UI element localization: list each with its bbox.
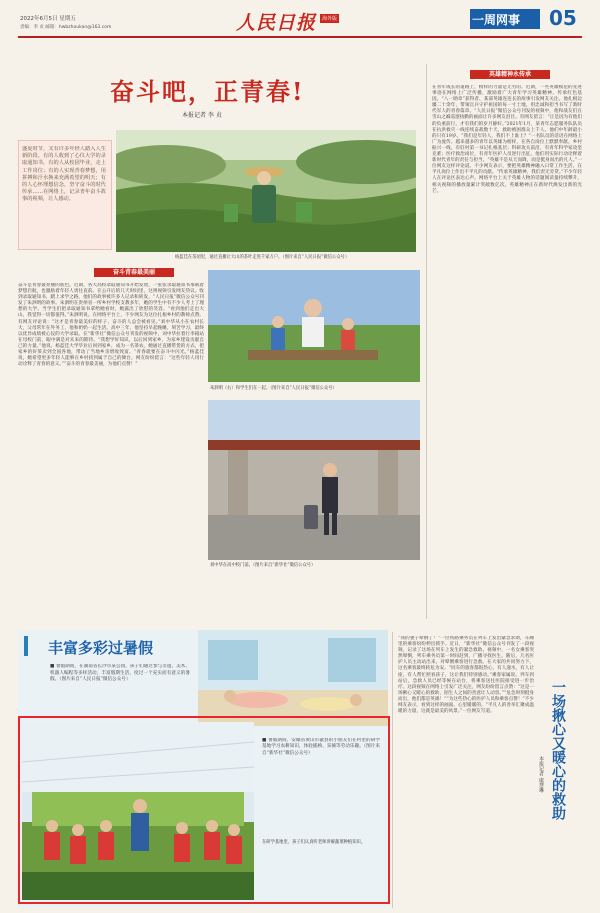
summer-title: 丰富多彩过暑假 bbox=[48, 639, 154, 657]
bottom-story-byline: 本报记者 康慧琳 bbox=[538, 756, 544, 793]
logo-sub-badge: 海外版 bbox=[322, 16, 338, 22]
highlight-frame bbox=[18, 716, 390, 904]
right-column-label: 英雄精神永传承 bbox=[470, 70, 550, 79]
summer-photo-caption: 在研学基地里，孩子们认真听老师讲解蔬菜种植知识。 bbox=[262, 840, 366, 845]
main-story-body: 奋斗是青春最亮丽的底色。近期，各大高校录取通知书开始发放，一张张录取通知书承载着梦想启航，也激励着年轻人勇往直前。在公开后的几天时间里，这则视频引发网友热议。收到录取通知书，踏上求学之路，他们的故事被许多人记录和转发。“人民日报”微信公众号刊发了朱泗明的故事。朱泗明在贵州省一所乡村学校支教多年，她的学生中有不少人考上了理想的大学。当学生们把录取通知书拿给她看时，她露出了欣慰的笑容。“看到他们走出大山，我觉得一切都值得。”朱泗明说。在网络平台上，不少网友为这位扎根乡村的教师点赞。有网友评论说：“这才是青春最美好的样子，奋斗的人总会被看见。”刘中华从小在农村长大，父母常年在外务工，他和奶奶一起生活。高中三年，他坚持早起晚睡，刻苦学习，最终以优异成绩被心仪的大学录取。在“新华社”微信公众号刊发的视频中，刘中华拉着行李箱站在母校门前，眼中满是对未来的期待。“我想学好知识，以后回到家乡，为家乡建设贡献自己的力量。”他说。杨蓝佳大学毕业后回到家乡，成为一名茶农，她通过直播带货的方式，把家乡的好茶卖到全国各地，带动了当地乡亲增收致富。“青春就要在奋斗中闪光。”杨蓝佳说，她希望更多年轻人能够在乡村找到属于自己的舞台。网友纷纷留言：“这些年轻人用行动诠释了青春的意义。”“奋斗的青春最美丽，为他们点赞！” bbox=[18, 283, 204, 368]
sub-head-label: 奋斗青春最美丽 bbox=[94, 268, 174, 277]
main-story-byline: 本报记者 李 贞 bbox=[182, 112, 222, 119]
photo-school-gate bbox=[208, 400, 420, 560]
main-story-title: 奋斗吧，正青春! bbox=[110, 77, 305, 106]
masthead-rule bbox=[18, 36, 582, 38]
summer-title-bar bbox=[24, 636, 28, 656]
right-column-body: 在青年成长的道路上，榜样的力量是无穷的。近期，一些英雄模范的先进事迹在网络上广泛传播，激励着广大青年学习英雄精神、传承红色基因。“八一勋章”获得者、某部英雄连连长的故事引发网友关注。他扎根边疆二十余年，带领官兵守护祖国的每一寸土地，用忠诚和担当书写了新时代军人的青春篇章。“人民日报”微信公众号刊发的视频中，他和战友们在雪山之巅巡逻执勤的画面让许多网友泪目。有网友留言：“正是因为有他们的负重前行，才有我们的岁月静好。”2021年1月，某青年志愿服务队队员在抗洪救灾一线连续奋战数十天，救助被困群众上千人。他们中年龄最小的只有19岁。“我们是年轻人，我们不上谁上？”一名队员的话语在网络上广为流传。越来越多的青年以英雄为榜样，在各自岗位上默默奉献。乡村振兴一线，有驻村第一书记扎根基层；科研攻关前沿，有青年科学家攻坚克难；医疗救治岗位，有青年医护人员逆行出征。他们用实际行动诠释着新时代青年的责任与担当。“英雄不是从天而降，而是挺身而出的凡人。”一位网友这样评论道。不少网友表示，要把英雄精神融入日常工作生活，在平凡岗位上作出不平凡的贡献。“传承英雄精神，我们责无旁贷。”不少年轻人在评论区表达心声。网络平台上关于英雄人物的话题阅读量持续攀升，相关视频的播放量累计突破数亿次，英雄精神正在新时代焕发出新的光芒。 bbox=[432, 85, 582, 194]
photo-tea-caption: 杨蓝佳在茶园里，通过直播让大山的茶叶走进千家万户。（图片来自“人民日报”微信公众号） bbox=[175, 255, 350, 260]
bottom-story-body: “我的妻子晕倒了！”一位铁路乘务员在列车上发出紧急求助，车厢里的乘客纷纷伸出援手。近日，“新华社”微信公众号刊发了一段视频，记录了这场在列车上发生的紧急救助。视频中，一名女乘客突然晕倒，列车乘务员第一时间赶到，广播寻找医生。随后，几名医护人员主动站出来，对晕倒乘客进行急救。在大家的共同努力下，这名乘客最终转危为安。“同车的旅客都很热心，有人递水，有人让座，有人帮忙照看孩子，这让我们特别感动。”乘客家属说。列车到站后，急救人员已经等候在站台，将乘客送往医院接受进一步治疗。这段视频在网络上引发广泛关注，网友纷纷留言点赞：“这是一场揪心又暖心的救助，陌生人之间的善意让人动容。”“危急时刻挺身而出，他们都是英雄！”“为这些热心的医护人员和乘客点赞！”不少网友表示，看到这样的画面，心里暖暖的。“平凡人的善举汇聚成温暖的力量，这就是最美的风景。”一位网友写道。 bbox=[398, 636, 534, 715]
photo-kids-reading bbox=[198, 630, 388, 726]
photo-gate-caption: 刘中华在高中校门前。（图片来自“新华社”微信公众号） bbox=[210, 563, 316, 568]
editor-info: 责编：李 贞 邮箱：hwbzhoukan@163.com bbox=[20, 25, 112, 30]
intro-text: 盛夏时节，又有许多年轻人踏入人生新阶段。有的人收到了心仪大学的录取通知书，有的人从校园毕业，走上工作岗位；有的人实现青春梦想，用拼搏和汗水换来充满希望的明天；有的人心怀理想信念，坚守奋斗的时代传承……在网络上，记录青年奋斗故事的视频，让人感动。 bbox=[22, 146, 106, 203]
summer-blurb-1: ■ 暑假期间，在湖南省长沙市某公园，孩子们通过参与非遗、美术、机器人编程等多样活动，丰富假期生活，度过一个充实而有意义的暑假。（图片来自“人民日报”微信公众号） bbox=[50, 664, 190, 683]
section-name: 一周网事 bbox=[472, 13, 521, 27]
column-divider bbox=[426, 64, 427, 619]
photo-tea-garden bbox=[116, 130, 416, 252]
summer-blurb-2: ■ 暑假期间，安徽省黄山市歙县的小朋友们在村里的研学基地学习农耕知识，体验插秧、采摘等劳动乐趣。（图片来自“新华社”微信公众号） bbox=[262, 738, 380, 756]
photo-teacher-students bbox=[208, 270, 420, 382]
bottom-story-headline: 一场揪心又暖心的救助 bbox=[550, 680, 566, 820]
photo-teacher-caption: 朱泗明（右）和学生们在一起。（图片来自“人民日报”微信公众号） bbox=[210, 386, 337, 391]
masthead bbox=[0, 0, 600, 46]
page-number: 05 bbox=[549, 6, 577, 30]
bottom-divider bbox=[392, 632, 393, 908]
issue-date: 2022年6月5日 星期五 bbox=[20, 16, 76, 22]
newspaper-logo: 人民日报 bbox=[236, 12, 317, 34]
